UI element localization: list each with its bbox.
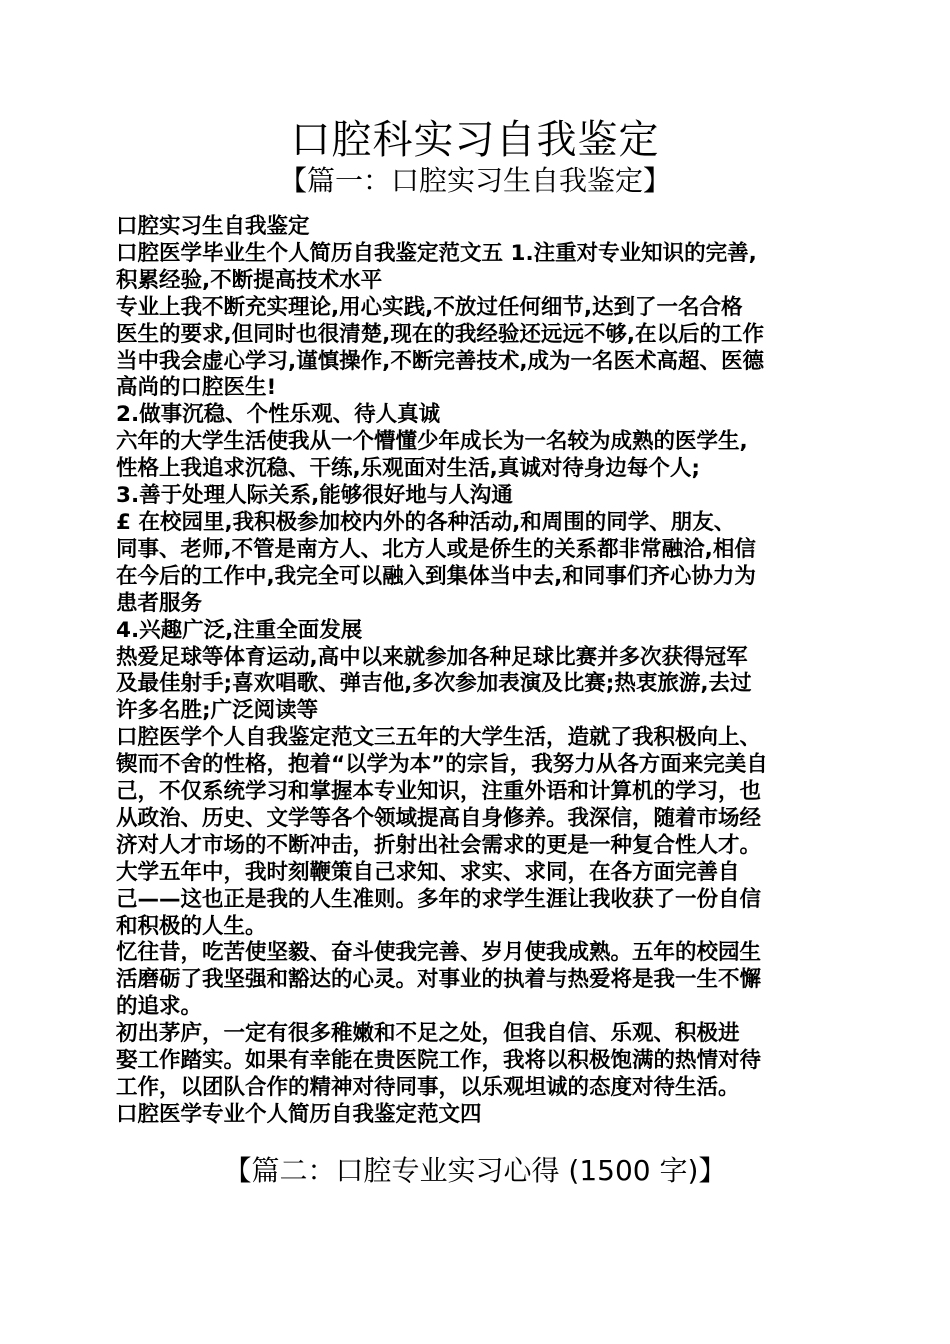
body-line: 初出茅庐，一定有很多稚嫩和不足之处，但我自信、乐观、积极进 — [116, 1021, 740, 1047]
body-line: 医生的要求,但同时也很清楚,现在的我经验还远远不够,在以后的工作 — [116, 321, 765, 347]
body-line: 许多名胜;广泛阅读等 — [116, 698, 319, 724]
document-body — [116, 214, 838, 1129]
body-line: 从政治、历史、文学等各个领域提高自身修养。我深信，随着市场经 — [116, 805, 762, 831]
body-line: 忆往昔，吃苦使坚毅、奋斗使我完善、岁月使我成熟。五年的校园生 — [116, 940, 762, 966]
body-line: 大学五年中，我时刻鞭策自己求知、求实、求同，在各方面完善自 — [116, 859, 740, 885]
body-line: 己，不仅系统学习和掌握本专业知识，注重外语和计算机的学习，也 — [116, 779, 762, 805]
body-line: 高尚的口腔医生! — [116, 375, 277, 401]
body-line: 积累经验,不断提高技术水平 — [116, 267, 383, 293]
section-one-heading: 【篇一：口腔实习生自我鉴定】 — [278, 164, 671, 197]
body-line: 当中我会虚心学习,谨慎操作,不断完善技术,成为一名医术高超、医德 — [116, 348, 765, 374]
body-line: 患者服务 — [116, 590, 203, 616]
body-line: 4.兴趣广泛,注重全面发展 — [116, 617, 363, 643]
body-line: 口腔医学专业个人简历自我鉴定范文四 — [116, 1101, 482, 1127]
body-line: 和积极的人生。 — [116, 913, 267, 939]
body-line: 口腔医学毕业生个人简历自我鉴定范文五 1.注重对专业知识的完善, — [116, 240, 757, 266]
body-line: 活磨砺了我坚强和豁达的心灵。对事业的执着与热爱将是我一生不懈 — [116, 967, 762, 993]
body-line: 热爱足球等体育运动,高中以来就参加各种足球比赛并多次获得冠军 — [116, 644, 748, 670]
body-line: 2.做事沉稳、个性乐观、待人真诚 — [116, 402, 441, 428]
body-line: 口腔医学个人自我鉴定范文三五年的大学生活，造就了我积极向上、 — [116, 725, 762, 751]
body-line: 娶工作踏实。如果有幸能在贵医院工作，我将以积极饱满的热情对待 — [116, 1048, 762, 1074]
body-line: £ 在校园里,我积极参加校内外的各种活动,和周围的同学、朋友、 — [116, 509, 736, 535]
document-title: 口腔科实习自我鉴定 — [290, 117, 660, 163]
body-line: 专业上我不断充实理论,用心实践,不放过任何细节,达到了一名合格 — [116, 294, 743, 320]
body-line: 锲而不舍的性格，抱着“以学为本”的宗旨，我努力从各方面来完美自 — [116, 752, 768, 778]
body-line: 的追求。 — [116, 994, 203, 1020]
section-two-heading: 【篇二：口腔专业实习心得 (1500 字)】 — [223, 1154, 727, 1187]
body-line: 及最佳射手;喜欢唱歌、弹吉他,多次参加表演及比赛;热衷旅游,去过 — [116, 671, 752, 697]
body-line: 济对人才市场的不断冲击，折射出社会需求的更是一种复合性人才。 — [116, 832, 762, 858]
body-line: 工作，以团队合作的精神对待同事，以乐观坦诚的态度对待生活。 — [116, 1075, 740, 1100]
body-line: 己——这也正是我的人生准则。多年的求学生涯让我收获了一份自信 — [116, 886, 762, 912]
body-line: 口腔实习生自我鉴定 — [116, 214, 310, 239]
body-line: 性格上我追求沉稳、干练,乐观面对生活,真诚对待身边每个人; — [116, 456, 700, 482]
body-line: 同事、老师,不管是南方人、北方人或是侨生的关系都非常融洽,相信 — [116, 536, 756, 562]
body-line: 在今后的工作中,我完全可以融入到集体当中去,和同事们齐心协力为 — [116, 563, 756, 589]
body-line: 3.善于处理人际关系,能够很好地与人沟通 — [116, 483, 513, 509]
body-line: 六年的大学生活使我从一个懵懂少年成长为一名较为成熟的医学生, — [116, 429, 748, 455]
